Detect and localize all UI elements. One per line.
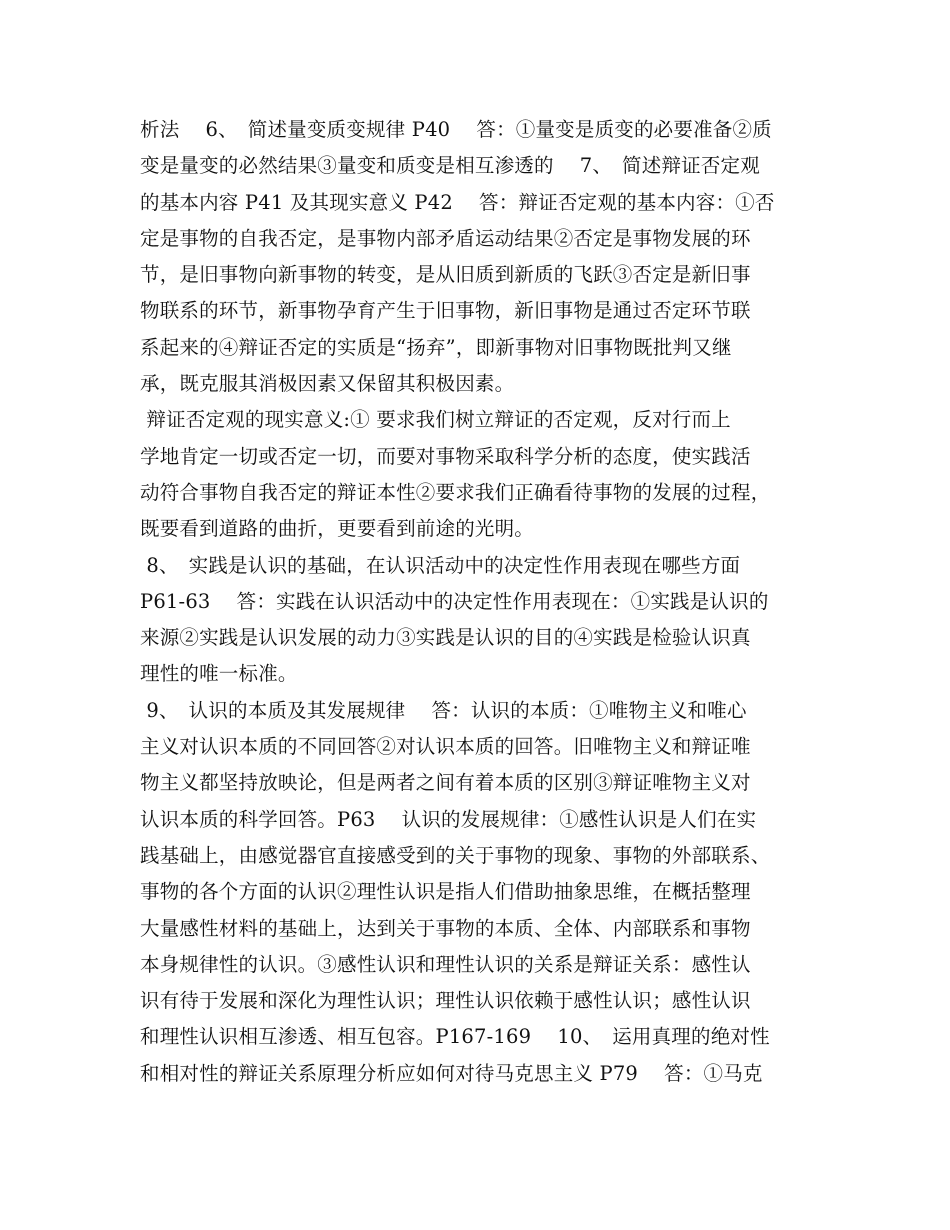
text-line: 既要看到道路的曲折，更要看到前途的光明。 (140, 517, 535, 541)
text-line: 主义对认识本质的不同回答②对认识本质的回答。旧唯物主义和辩证唯 (140, 735, 751, 759)
text-line: 识有待于发展和深化为理性认识；理性认识依赖于感性认识；感性认识 (140, 989, 751, 1013)
text-line: 和相对性的辩证关系原理分析应如何对待马克思主义 P79 答：①马克 (140, 1061, 763, 1085)
text-line: 变是量变的必然结果③量变和质变是相互渗透的 7、 简述辩证否定观 (140, 154, 760, 178)
text-line: 承，既克服其消极因素又保留其积极因素。 (140, 372, 515, 396)
text-line: 系起来的④辩证否定的实质是“扬弃”，即新事物对旧事物既批判又继 (140, 335, 732, 359)
text-line: 本身规律性的认识。③感性认识和理性认识的关系是辩证关系：感性认 (140, 952, 751, 976)
text-line: 践基础上，由感觉器官直接感受到的关于事物的现象、事物的外部联系、 (140, 843, 771, 867)
text-line: 定是事物的自我否定，是事物内部矛盾运动结果②否定是事物发展的环 (140, 226, 751, 250)
text-line: 和理性认识相互渗透、相互包容。P167-169 10、 运用真理的绝对性 (140, 1025, 770, 1049)
text-line: 来源②实践是认识发展的动力③实践是认识的目的④实践是检验认识真 (140, 626, 751, 650)
text-line: 物联系的环节，新事物孕育产生于旧事物，新旧事物是通过否定环节联 (140, 299, 751, 323)
text-line: 物主义都坚持放映论，但是两者之间有着本质的区别③辩证唯物主义对 (140, 771, 751, 795)
text-line: 析法 6、 简述量变质变规律 P40 答：①量变是质变的必要准备②质 (140, 118, 772, 141)
text-line: 学地肯定一切或否定一切，而要对事物采取科学分析的态度，使实践活 (140, 444, 751, 468)
text-line: P61-63 答：实践在认识活动中的决定性作用表现在：①实践是认识的 (140, 589, 769, 613)
text-line: 事物的各个方面的认识②理性认识是指人们借助抽象思维，在概括整理 (140, 880, 751, 904)
text-line: 大量感性材料的基础上，达到关于事物的本质、全体、内部联系和事物 (140, 916, 751, 940)
text-line: 辩证否定观的现实意义:① 要求我们树立辩证的否定观，反对行而上 (140, 408, 731, 432)
text-line: 理性的唯一标准。 (140, 662, 298, 686)
text-line: 9、 认识的本质及其发展规律 答：认识的本质：①唯物主义和唯心 (140, 698, 747, 722)
text-line: 节，是旧事物向新事物的转变，是从旧质到新质的飞跃③否定是新旧事 (140, 263, 751, 287)
text-line: 认识本质的科学回答。P63 认识的发展规律：①感性认识是人们在实 (140, 807, 757, 831)
text-line: 8、 实践是认识的基础，在认识活动中的决定性作用表现在哪些方面 (140, 553, 741, 577)
text-line: 动符合事物自我否定的辩证本性②要求我们正确看待事物的发展的过程， (140, 480, 771, 504)
document-body (140, 112, 820, 1092)
text-line: 的基本内容 P41 及其现实意义 P42 答：辩证否定观的基本内容：①否 (140, 190, 775, 214)
